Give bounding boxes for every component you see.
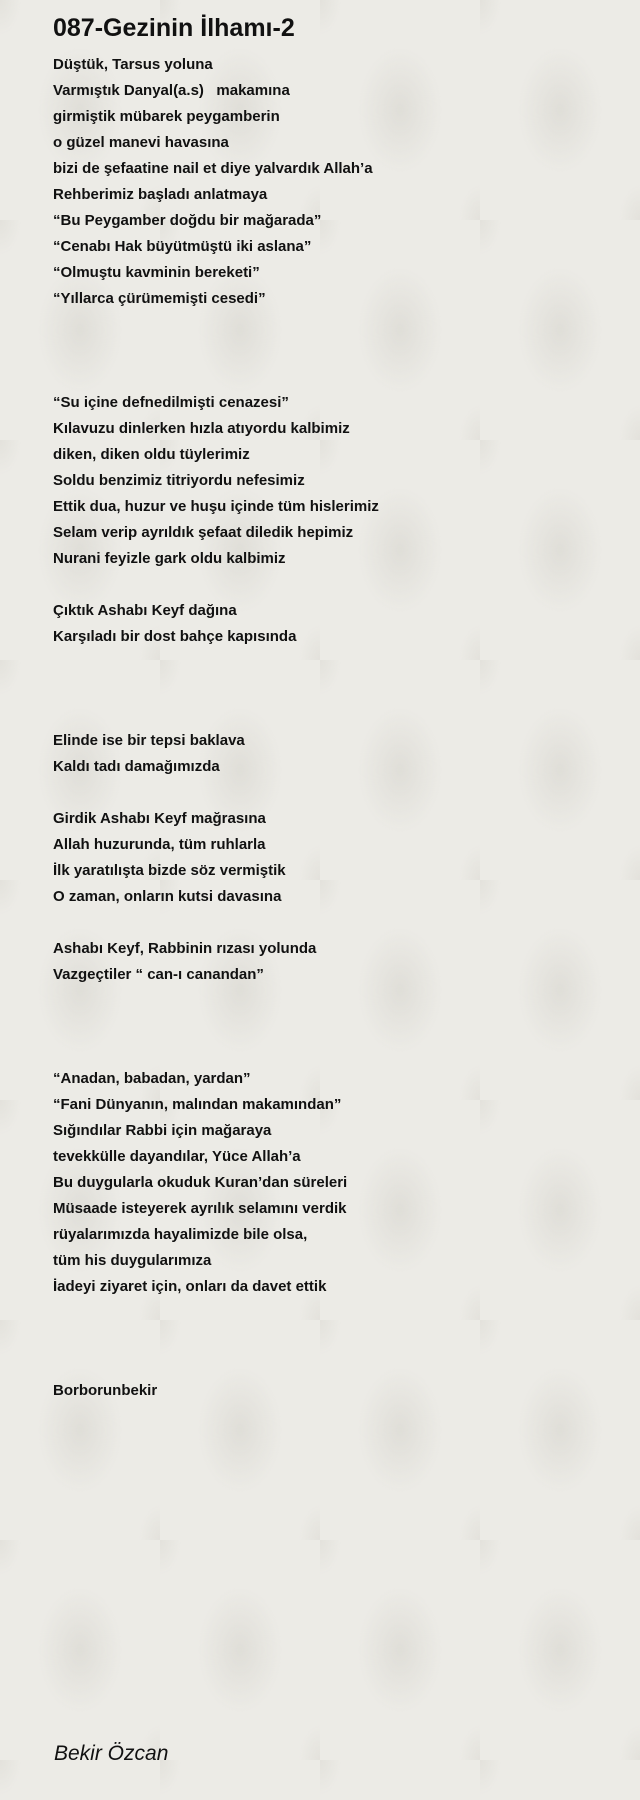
poem-line: Elinde ise bir tepsi baklava xyxy=(53,732,245,749)
poem-line: Borborunbekir xyxy=(53,1382,158,1399)
stanza-gap xyxy=(53,312,379,390)
poem-line: Nurani feyizle gark oldu kalbimiz xyxy=(53,550,286,567)
poem-line: “Cenabı Hak büyütmüştü iki aslana” xyxy=(53,238,312,255)
poem-line: “Olmuştu kavminin bereketi” xyxy=(53,264,260,281)
stanza-gap xyxy=(53,1300,379,1378)
poem-line: Varmıştık Danyal(a.s) makamına xyxy=(53,82,290,99)
stanza-gap xyxy=(53,988,379,1066)
poem-line: İadeyi ziyaret için, onları da davet ettik xyxy=(53,1278,327,1295)
poem-line: Vazgeçtiler “ can-ı canandan” xyxy=(53,966,264,983)
poem-line: Selam verip ayrıldık şefaat diledik hepimiz xyxy=(53,524,354,541)
stanza-gap xyxy=(53,650,379,728)
stanza-gap xyxy=(53,910,379,936)
poem-line: “Yıllarca çürümemişti cesedi” xyxy=(53,290,266,307)
poem-line: “Su içine defnedilmişti cenazesi” xyxy=(53,394,289,411)
poem-line: Allah huzurunda, tüm ruhlarla xyxy=(53,836,266,853)
poem-line: tüm his duygularımıza xyxy=(53,1252,212,1269)
poem-line: Düştük, Tarsus yoluna xyxy=(53,56,213,73)
stanza-gap xyxy=(53,572,379,598)
poem-line: Kaldı tadı damağımızda xyxy=(53,758,220,775)
poem-line: Ettik dua, huzur ve huşu içinde tüm hislerimiz xyxy=(53,498,379,515)
poem-title: 087-Gezinin İlhamı-2 xyxy=(53,14,295,42)
poem-line: Sığındılar Rabbi için mağaraya xyxy=(53,1122,272,1139)
poem-body xyxy=(53,52,379,1404)
poem-line: Ashabı Keyf, Rabbinin rızası yolunda xyxy=(53,940,317,957)
poem-line: Girdik Ashabı Keyf mağrasına xyxy=(53,810,266,827)
poem-line: Bu duygularla okuduk Kuran’dan süreleri xyxy=(53,1174,348,1191)
poem-line: “Bu Peygamber doğdu bir mağarada” xyxy=(53,212,322,229)
poem-line: Rehberimiz başladı anlatmaya xyxy=(53,186,268,203)
poem-line: O zaman, onların kutsi davasına xyxy=(53,888,282,905)
poem-line: tevekkülle dayandılar, Yüce Allah’a xyxy=(53,1148,301,1165)
poem-line: İlk yaratılışta bizde söz vermiştik xyxy=(53,862,286,879)
poem-line: Müsaade isteyerek ayrılık selamını verdik xyxy=(53,1200,347,1217)
author-name: Bekir Özcan xyxy=(54,1742,169,1765)
poem-line: “Anadan, babadan, yardan” xyxy=(53,1070,251,1087)
poem-line: bizi de şefaatine nail et diye yalvardık Allah’a xyxy=(53,160,373,177)
poem-line: Soldu benzimiz titriyordu nefesimiz xyxy=(53,472,305,489)
poem-line: Kılavuzu dinlerken hızla atıyordu kalbimiz xyxy=(53,420,350,437)
poem-line: Çıktık Ashabı Keyf dağına xyxy=(53,602,237,619)
poem-line: diken, diken oldu tüylerimiz xyxy=(53,446,250,463)
poem-line: rüyalarımızda hayalimizde bile olsa, xyxy=(53,1226,308,1243)
stanza-gap xyxy=(53,780,379,806)
poem-line: Karşıladı bir dost bahçe kapısında xyxy=(53,628,297,645)
poem-line: girmiştik mübarek peygamberin xyxy=(53,108,280,125)
poem-line: o güzel manevi havasına xyxy=(53,134,229,151)
poem-line: “Fani Dünyanın, malından makamından” xyxy=(53,1096,342,1113)
